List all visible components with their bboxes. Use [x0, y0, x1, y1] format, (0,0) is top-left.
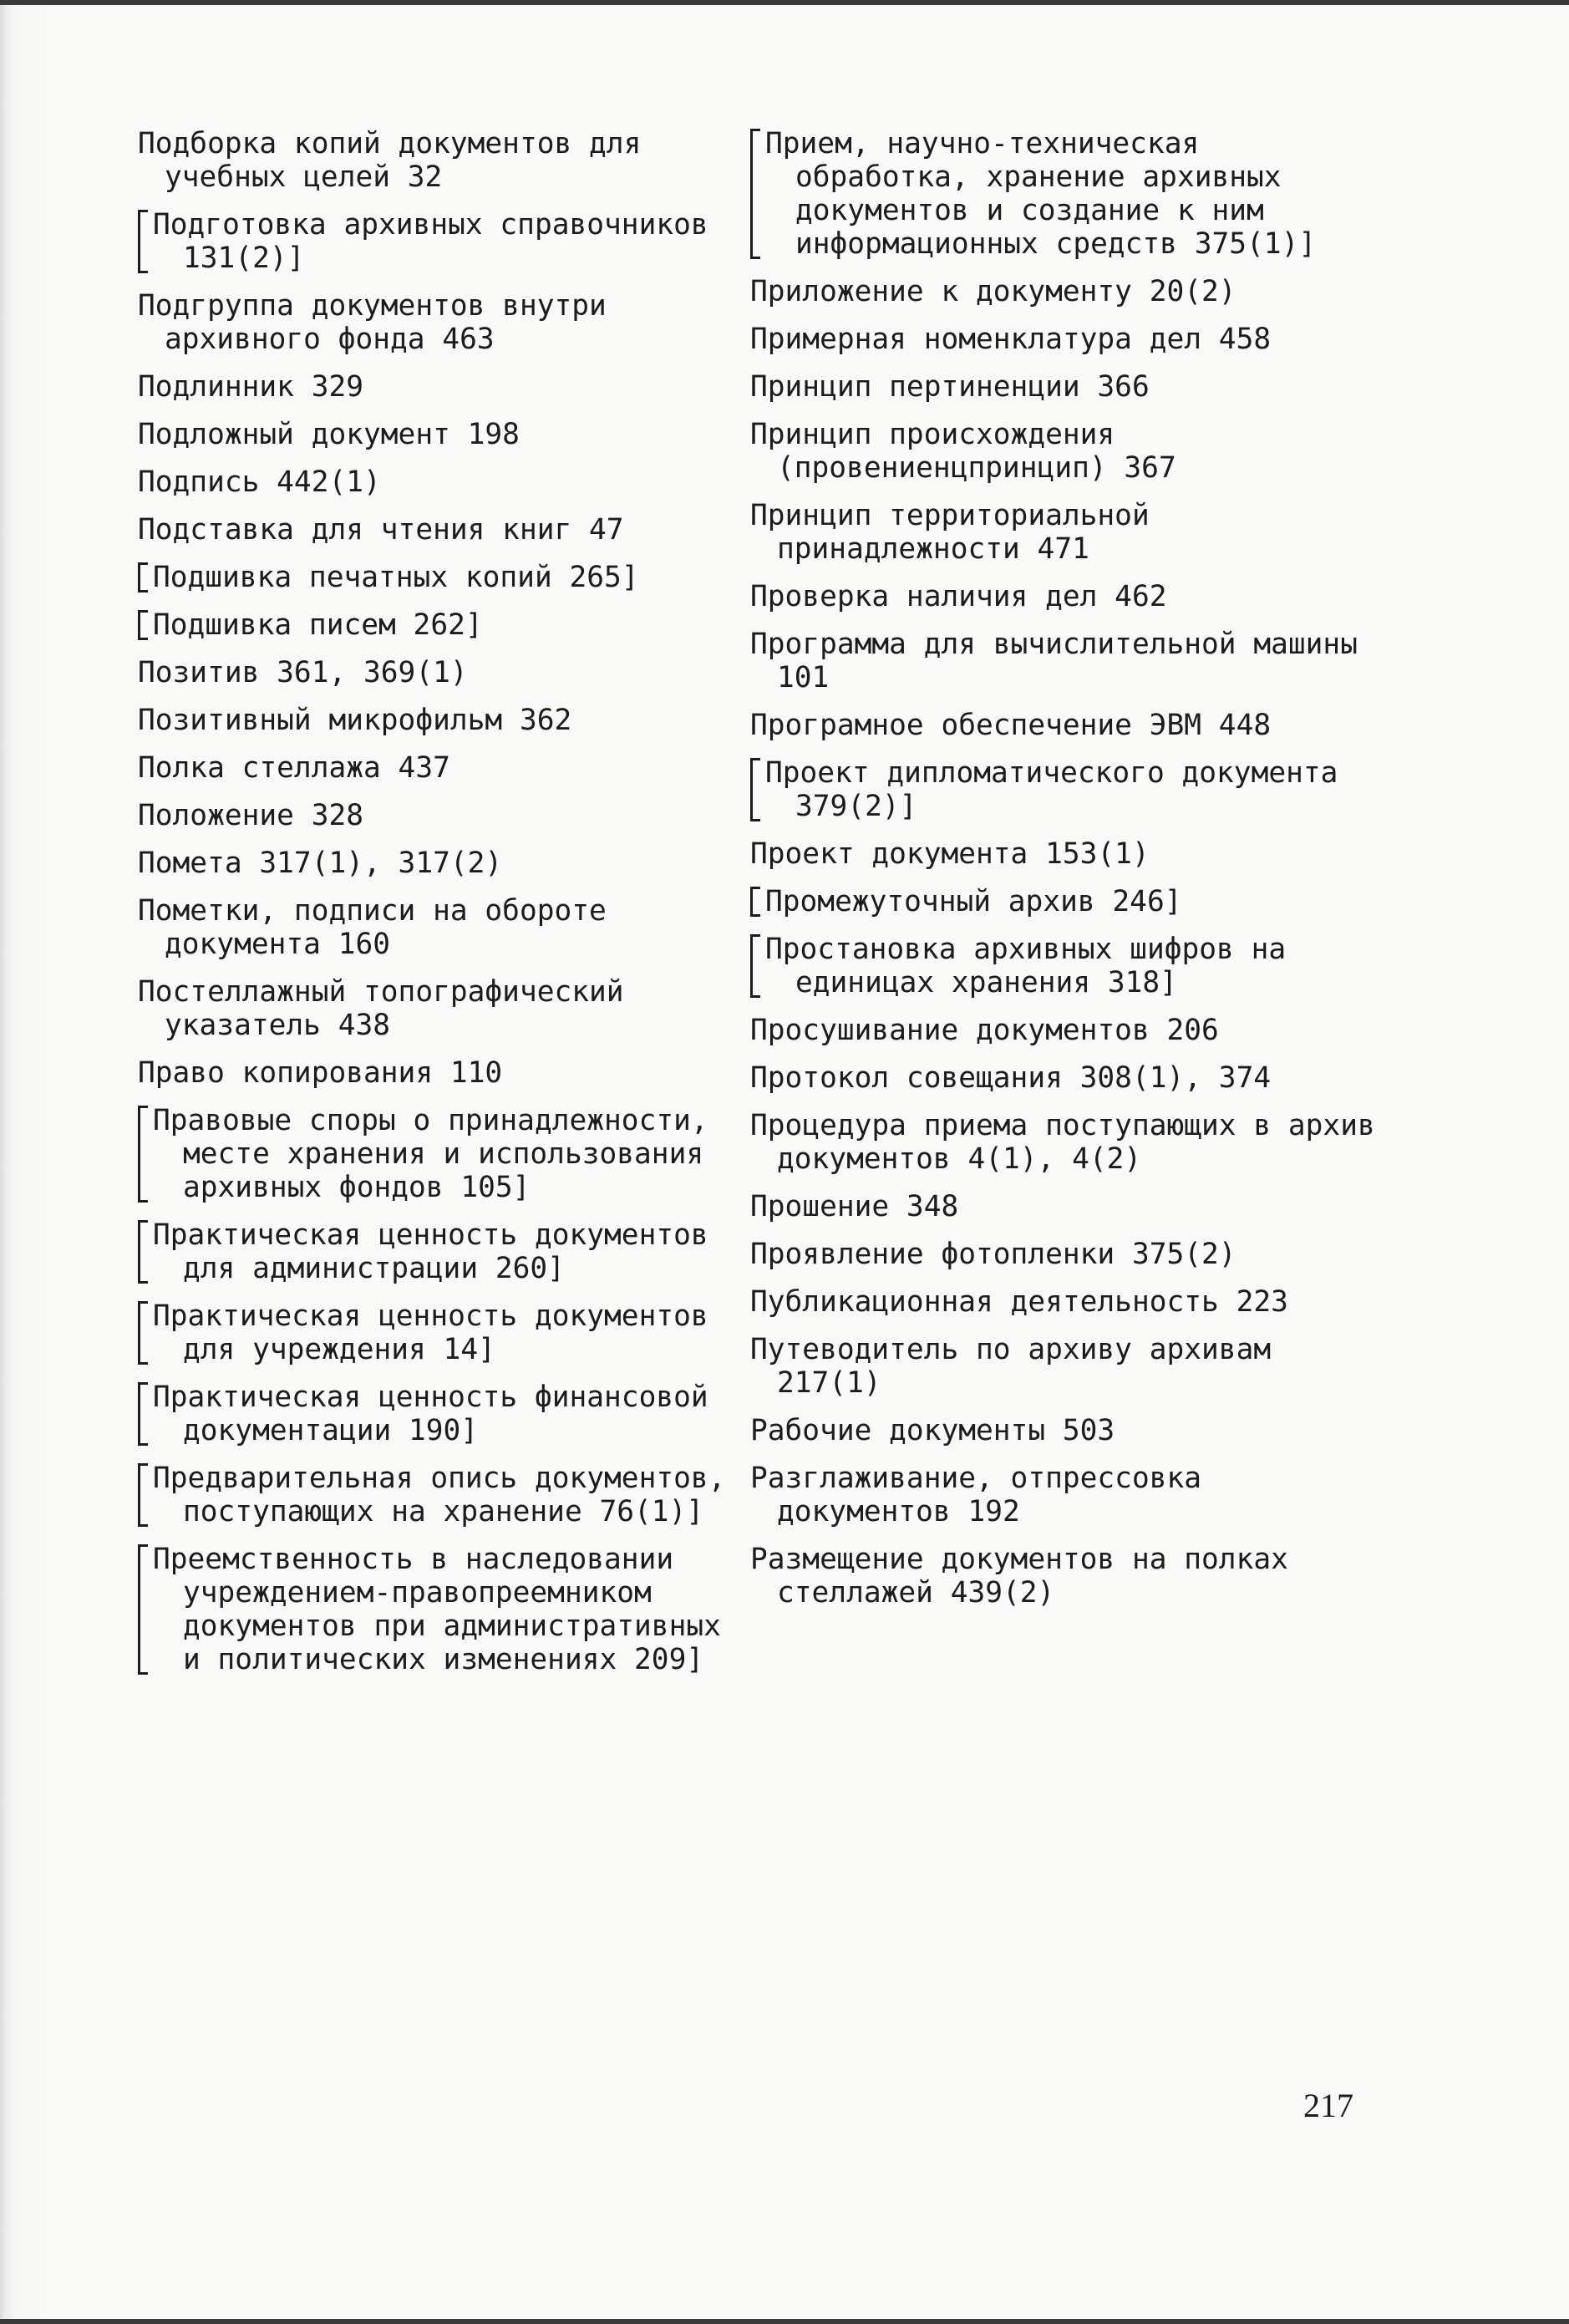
index-entry	[138, 1462, 744, 1528]
index-entry-text: Пометки, подписи на обороте документа 160	[138, 894, 607, 961]
index-entry	[750, 756, 1385, 823]
index-entry-text: Принцип происхождения (провениенцпринцип) 367	[750, 418, 1176, 485]
index-entry	[750, 1190, 1385, 1223]
index-entry-text: Подлинник 329	[138, 370, 364, 404]
index-entry	[138, 1299, 744, 1366]
bracket-mark	[138, 1544, 148, 1675]
index-entry	[138, 418, 744, 451]
index-entry	[750, 580, 1385, 613]
index-entry-text: Просушивание документов 206	[750, 1014, 1219, 1047]
index-entry-text: Путеводитель по архиву архивам 217(1)	[750, 1333, 1272, 1400]
index-entry	[750, 127, 1385, 261]
index-entry	[750, 1014, 1385, 1047]
index-entry	[138, 656, 744, 689]
index-entry-text: Постеллажный топографический указатель 438	[138, 975, 624, 1042]
index-entry	[138, 289, 744, 356]
index-entry	[750, 1414, 1385, 1447]
index-entry	[138, 894, 744, 961]
index-entry-text: Программа для вычислительной машины 101	[750, 628, 1358, 694]
index-entry	[138, 370, 744, 404]
index-entry-text: Проект дипломатического документа 379(2)]	[765, 756, 1338, 823]
index-entry	[750, 370, 1385, 404]
index-entry-text: Правовые споры о принадлежности, месте хранения и использования архивных фондов 105]	[153, 1104, 708, 1204]
index-entry	[138, 1381, 744, 1447]
bracket-mark	[138, 210, 148, 273]
index-entry-text: Подложный документ 198	[138, 418, 520, 451]
index-entry-text: Размещение документов на полках стеллажей 439(2)	[750, 1543, 1288, 1610]
index-entry-text: Подшивка печатных копий 265]	[153, 561, 639, 594]
index-entry-text: Предварительная опись документов, поступающих на хранение 76(1)]	[153, 1462, 726, 1528]
index-entry-text: Протокол совещания 308(1), 374	[750, 1061, 1272, 1095]
index-entry	[138, 847, 744, 880]
index-entry-text: Програмное обеспечение ЭВМ 448	[750, 709, 1272, 742]
bracket-mark	[138, 562, 148, 592]
index-entry	[138, 975, 744, 1042]
index-entry-text: Подставка для чтения книг 47	[138, 513, 624, 547]
index-entry-text: Простановка архивных шифров на единицах хранения 318]	[765, 933, 1287, 999]
index-entry	[750, 418, 1385, 485]
index-entry-text: Подборка копий документов для учебных целей 32	[138, 127, 642, 194]
index-entry	[138, 751, 744, 785]
index-entry-text: Разглаживание, отпрессовка документов 192	[750, 1462, 1202, 1528]
scan-edge-bottom	[0, 2319, 1569, 2324]
index-entry	[138, 704, 744, 737]
index-entry-text: Подготовка архивных справочников 131(2)]	[153, 208, 708, 275]
bracket-mark	[138, 1106, 148, 1203]
index-entry	[138, 1543, 744, 1676]
index-entry-text: Практическая ценность финансовой документации 190]	[153, 1381, 708, 1447]
index-entry	[750, 628, 1385, 694]
index-entry-text: Публикационная деятельность 223	[750, 1285, 1288, 1319]
index-entry-text: Процедура приема поступающих в архив документов 4(1), 4(2)	[750, 1109, 1375, 1176]
index-entry	[750, 1285, 1385, 1319]
index-entry	[750, 837, 1385, 871]
index-entry-text: Проявление фотопленки 375(2)	[750, 1238, 1236, 1271]
index-entry	[750, 275, 1385, 308]
index-entry-text: Примерная номенклатура дел 458	[750, 323, 1272, 356]
index-entry-text: Промежуточный архив 246]	[765, 885, 1182, 918]
scan-edge-top	[0, 0, 1569, 5]
index-entry	[138, 208, 744, 275]
index-entry	[138, 561, 744, 594]
index-entry	[750, 709, 1385, 742]
index-entry-text: Принцип территориальной принадлежности 471	[750, 499, 1150, 566]
index-entry-text: Прием, научно-техническая обработка, хранение архивных документов и создание к ним информационных средств 375(1)]	[765, 127, 1317, 261]
index-entry-text: Позитивный микрофильм 362	[138, 704, 572, 737]
index-entry	[750, 323, 1385, 356]
bracket-mark	[138, 610, 148, 640]
bracket-mark	[138, 1382, 148, 1446]
index-entry	[750, 1543, 1385, 1610]
index-entry-text: Принцип пертиненции 366	[750, 370, 1150, 404]
bracket-mark	[750, 887, 760, 917]
bracket-mark	[750, 129, 760, 259]
bracket-mark	[138, 1301, 148, 1365]
index-column-right	[750, 127, 1385, 1624]
index-entry-text: Практическая ценность документов для администрации 260]	[153, 1218, 708, 1285]
index-entry	[138, 799, 744, 832]
index-entry	[750, 1238, 1385, 1271]
index-entry-text: Право копирования 110	[138, 1056, 503, 1090]
index-entry-text: Приложение к документу 20(2)	[750, 275, 1236, 308]
index-entry	[138, 608, 744, 642]
index-entry-text: Подгруппа документов внутри архивного фонда 463	[138, 289, 607, 356]
index-entry	[750, 1462, 1385, 1528]
bracket-mark	[138, 1463, 148, 1527]
index-entry	[138, 127, 744, 194]
index-entry-text: Положение 328	[138, 799, 364, 832]
index-entry-text: Подшивка писем 262]	[153, 608, 483, 642]
index-entry	[750, 1333, 1385, 1400]
index-entry-text: Преемственность в наследовании учреждением-правопреемником документов при административных и политических изменениях 209]	[153, 1543, 721, 1676]
index-column-left	[138, 127, 744, 1691]
index-entry	[138, 465, 744, 499]
index-entry	[750, 1109, 1385, 1176]
index-entry-text: Позитив 361, 369(1)	[138, 656, 468, 689]
bracket-mark	[750, 934, 760, 998]
page-number: 217	[1303, 2087, 1353, 2124]
index-entry-text: Подпись 442(1)	[138, 465, 381, 499]
bracket-mark	[138, 1220, 148, 1284]
index-entry	[138, 1104, 744, 1204]
index-entry	[138, 1218, 744, 1285]
index-entry-text: Прошение 348	[750, 1190, 959, 1223]
index-entry-text: Практическая ценность документов для учреждения 14]	[153, 1299, 708, 1366]
index-entry-text: Проект документа 153(1)	[750, 837, 1150, 871]
index-entry	[750, 499, 1385, 566]
index-entry-text: Проверка наличия дел 462	[750, 580, 1167, 613]
index-entry	[750, 885, 1385, 918]
bracket-mark	[750, 758, 760, 821]
index-entry	[750, 1061, 1385, 1095]
index-entry	[750, 933, 1385, 999]
index-entry	[138, 513, 744, 547]
index-entry	[138, 1056, 744, 1090]
index-entry-text: Помета 317(1), 317(2)	[138, 847, 503, 880]
index-entry-text: Рабочие документы 503	[750, 1414, 1115, 1447]
index-entry-text: Полка стеллажа 437	[138, 751, 450, 785]
